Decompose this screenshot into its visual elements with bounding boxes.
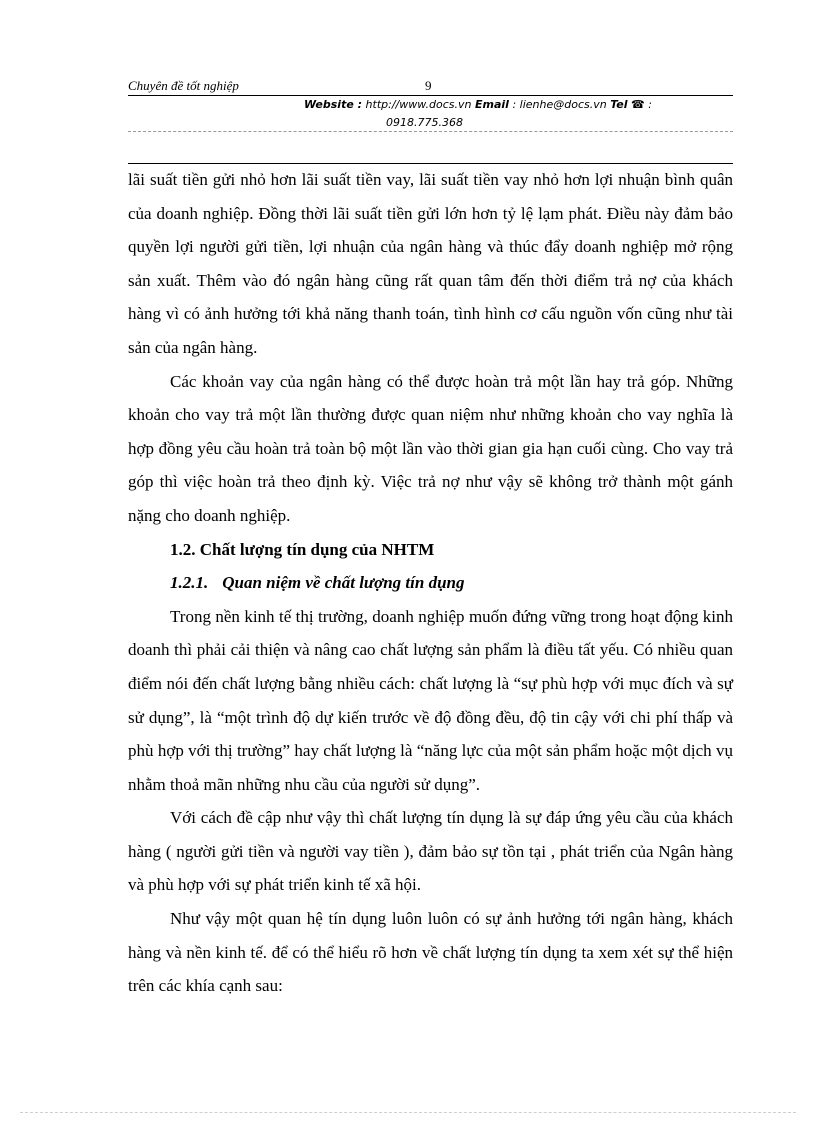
phone-number: 0918.775.368 [386,116,463,129]
website-label: Website : [304,98,363,111]
phone-icon: ☎ [631,98,645,111]
tel-suffix: : [648,98,652,111]
heading-number: 1.2.1. [170,573,209,593]
page-header [128,76,733,136]
header-rule [128,95,733,96]
section-heading-1-2: 1.2. Chất lượng tín dụng của NHTM [170,539,435,559]
email-label: Email [474,98,509,111]
page-number: 9 [425,78,432,93]
tel-label: Tel [610,98,628,111]
website-link[interactable]: http://www.docs.vn [365,98,472,111]
paragraph-5: Như vậy một quan hệ tín dụng luôn luôn có sự ảnh hưởng tới ngân hàng, khách hàng và nền kinh tế. để có thể hiểu rõ hơn về chất lượng tín dụng ta xem xét sự thể hiện trên các khía cạnh sau: [128,909,733,996]
page-bottom-dashed-rule [20,1112,796,1113]
heading-text: Quan niệm về chất lượng tín dụng [222,573,465,593]
header-title: Chuyên đề tốt nghiệp [128,78,239,93]
header-contact [304,98,652,111]
paragraph-1: lãi suất tiền gửi nhỏ hơn lãi suất tiền vay, lãi suất tiền vay nhỏ hơn lợi nhuận bình quân của doanh nghiệp. Đồng thời lãi suất tiền gửi lớn hơn tỷ lệ lạm phát. Điều này đảm bảo quyền lợi người gửi tiền, lợi nhuận của ngân hàng và thúc đẩy doanh nghiệp mở rộng sản xuất. Thêm vào đó ngân hàng cũng rất quan tâm đến thời điểm trả nợ của khách hàng vì có ảnh hưởng tới khả năng thanh toán, tình hình cơ cấu nguồn vốn cũng như tài sản của ngân hàng. [128,170,733,357]
paragraph-3: Trong nền kinh tế thị trường, doanh nghiệp muốn đứng vững trong hoạt động kinh doanh thì phải cải thiện và nâng cao chất lượng sản phẩm là điều tất yếu. Có nhiều quan điểm nói đến chất lượng bằng nhiều cách: chất lượng là “sự phù hợp với mục đích và sự sử dụng”, là “một trình độ dự kiến trước về độ đồng đều, độ tin cậy với chi phí thấp và phù hợp với thị trường” hay chất lượng là “năng lực của một sản phẩm hoặc một dịch vụ nhằm thoả mãn những nhu cầu của người sử dụng”. [128,606,733,794]
paragraph-2: Các khoản vay của ngân hàng có thể được hoàn trả một lần hay trả góp. Những khoản cho vay trả một lần thường được quan niệm như những khoản cho vay nghĩa là hợp đồng yêu cầu hoàn trả toàn bộ một lần vào thời gian gia hạn cuối cùng. Cho vay trả góp thì việc hoàn trả theo định kỳ. Việc trả nợ như vậy sẽ không trở thành một gánh nặng cho doanh nghiệp. [128,371,733,525]
email-link[interactable]: : lienhe@docs.vn [512,98,607,111]
document-body [128,163,733,1003]
header-dashed-rule [128,131,733,132]
paragraph-4: Với cách đề cập như vậy thì chất lượng tín dụng là sự đáp ứng yêu cầu của khách hàng ( người gửi tiền và người vay tiền ), đảm bảo sự tồn tại , phát triển của Ngân hàng và phù hợp với sự phát triển kinh tế xã hội. [128,808,733,895]
section-heading-1-2-1 [128,566,733,600]
